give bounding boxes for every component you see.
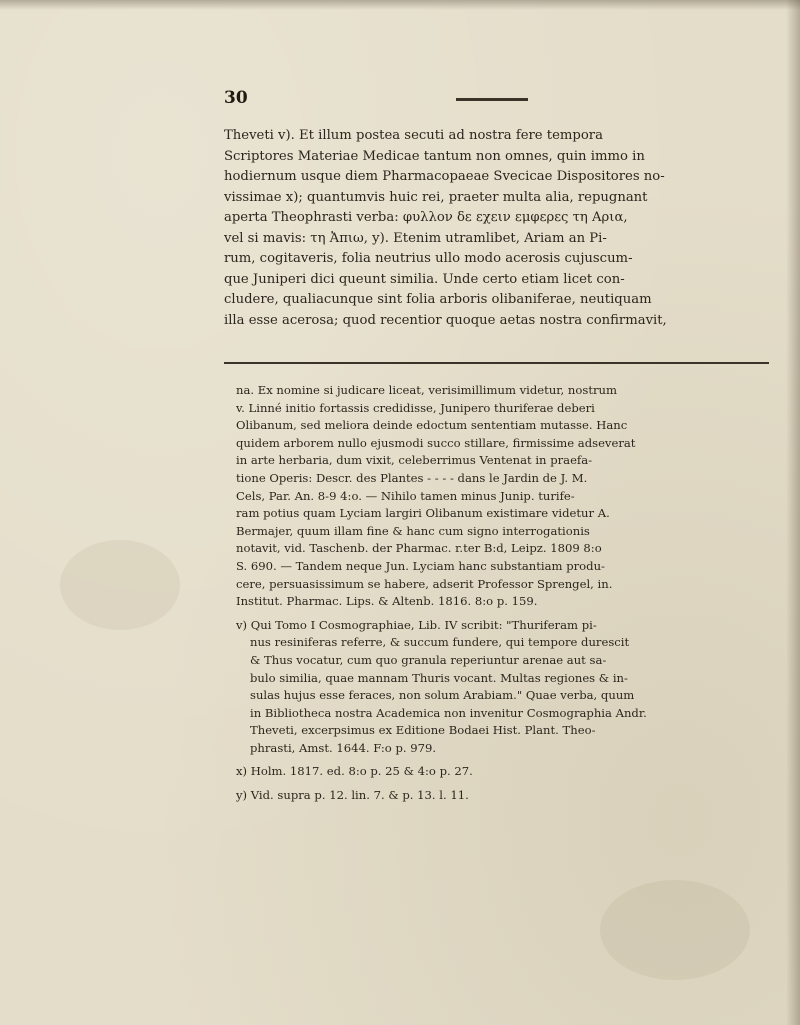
footnote-line: S. 690. — Tandem neque Jun. Lyciam hanc substantiam produ- xyxy=(236,558,605,573)
main-text-line: Scriptores Materiae Medicae tantum non omnes, quin immo in xyxy=(224,148,645,164)
main-text-line: vissimae x); quantumvis huic rei, praeter multa alia, repugnant xyxy=(224,189,648,205)
footnote-line: quidem arborem nullo ejusmodi succo stillare, firmissime adseverat xyxy=(236,435,636,450)
footnote-line: Institut. Pharmac. Lips. & Altenb. 1816. 8:o p. 159. xyxy=(236,594,538,609)
page-edge-shadow xyxy=(786,0,800,1025)
paper-stain xyxy=(600,880,750,980)
footnote-divider xyxy=(224,362,769,364)
footnote-y xyxy=(236,787,766,805)
main-text-line: hodiernum usque diem Pharmacopaeae Svecicae Dispositores no- xyxy=(224,169,665,184)
footnote-line: Theveti, excerpsimus ex Editione Bodaei Hist. Plant. Theo- xyxy=(250,723,596,738)
main-text-line: vel si mavis: τη Ἀπιω, y). Etenim utramlibet, Ariam an Pi- xyxy=(224,230,607,246)
main-text-line: rum, cogitaveris, folia neutrius ullo modo acerosis cujuscum- xyxy=(224,251,633,266)
main-text-line: Theveti v). Et illum postea secuti ad nostra fere tempora xyxy=(224,128,603,143)
footnote-line: Bermajer, quum illam fine & hanc cum signo interrogationis xyxy=(236,523,590,538)
footnote-line: x) Holm. 1817. ed. 8:o p. 25 & 4:o p. 27. xyxy=(236,764,473,779)
footnote-line: Cels, Par. An. 8-9 4:o. — Nihilo tamen minus Junip. turife- xyxy=(236,488,575,503)
page-number: 30 xyxy=(224,88,248,108)
footnote-line: sulas hujus esse feraces, non solum Arabiam." Quae verba, quum xyxy=(250,688,635,703)
main-text-line: cludere, qualiacunque sint folia arboris olibaniferae, neutiquam xyxy=(224,292,652,307)
footnote-line: ram potius quam Lyciam largiri Olibanum existimare videtur A. xyxy=(236,506,610,521)
footnote-continued xyxy=(236,382,766,611)
paper-stain xyxy=(60,540,180,630)
main-text-block xyxy=(224,126,769,331)
footnote-line: Olibanum, sed meliora deinde edoctum sententiam mutasse. Hanc xyxy=(236,418,628,433)
footnote-line: cere, persuasissimum se habere, adserit Professor Sprengel, in. xyxy=(236,576,613,591)
footnote-v xyxy=(236,617,766,758)
footnote-line: v) Qui Tomo I Cosmographiae, Lib. IV scribit: "Thuriferam pi- xyxy=(236,617,597,632)
footnote-line: v. Linné initio fortassis credidisse, Junipero thuriferae deberi xyxy=(236,400,595,415)
footnote-line: bulo similia, quae mannam Thuris vocant. Multas regiones & in- xyxy=(250,670,628,685)
footnote-line: na. Ex nomine si judicare liceat, verisimillimum videtur, nostrum xyxy=(236,383,617,397)
footnotes xyxy=(236,382,766,811)
footnote-line: tione Operis: Descr. des Plantes - - - - dans le Jardin de J. M. xyxy=(236,470,588,485)
footnote-line: y) Vid. supra p. 12. lin. 7. & p. 13. l. 11. xyxy=(236,788,469,803)
main-text-line: illa esse acerosa; quod recentior quoque aetas nostra confirmavit, xyxy=(224,312,667,328)
header-ornament-rule xyxy=(456,98,528,101)
page-top-shadow xyxy=(0,0,800,10)
main-text-line: que Juniperi dici queunt similia. Unde certo etiam licet con- xyxy=(224,271,625,287)
running-header xyxy=(224,88,544,112)
footnote-line: in Bibliotheca nostra Academica non invenitur Cosmographia Andr. xyxy=(250,705,647,720)
footnote-line: in arte herbaria, dum vixit, celeberrimus Ventenat in praefa- xyxy=(236,453,593,468)
footnote-x xyxy=(236,763,766,781)
footnote-line: nus resiniferas referre, & succum fundere, qui tempore durescit xyxy=(250,635,630,650)
main-text-line: aperta Theophrasti verba: φυλλον δε εχειν εμφερες τη Αρια, xyxy=(224,210,628,225)
footnote-line: & Thus vocatur, cum quo granula reperiuntur arenae aut sa- xyxy=(250,652,607,667)
footnote-line: notavit, vid. Taschenb. der Pharmac. r.ter B:d, Leipz. 1809 8:o xyxy=(236,541,602,556)
footnote-line: phrasti, Amst. 1644. F:o p. 979. xyxy=(250,740,437,755)
